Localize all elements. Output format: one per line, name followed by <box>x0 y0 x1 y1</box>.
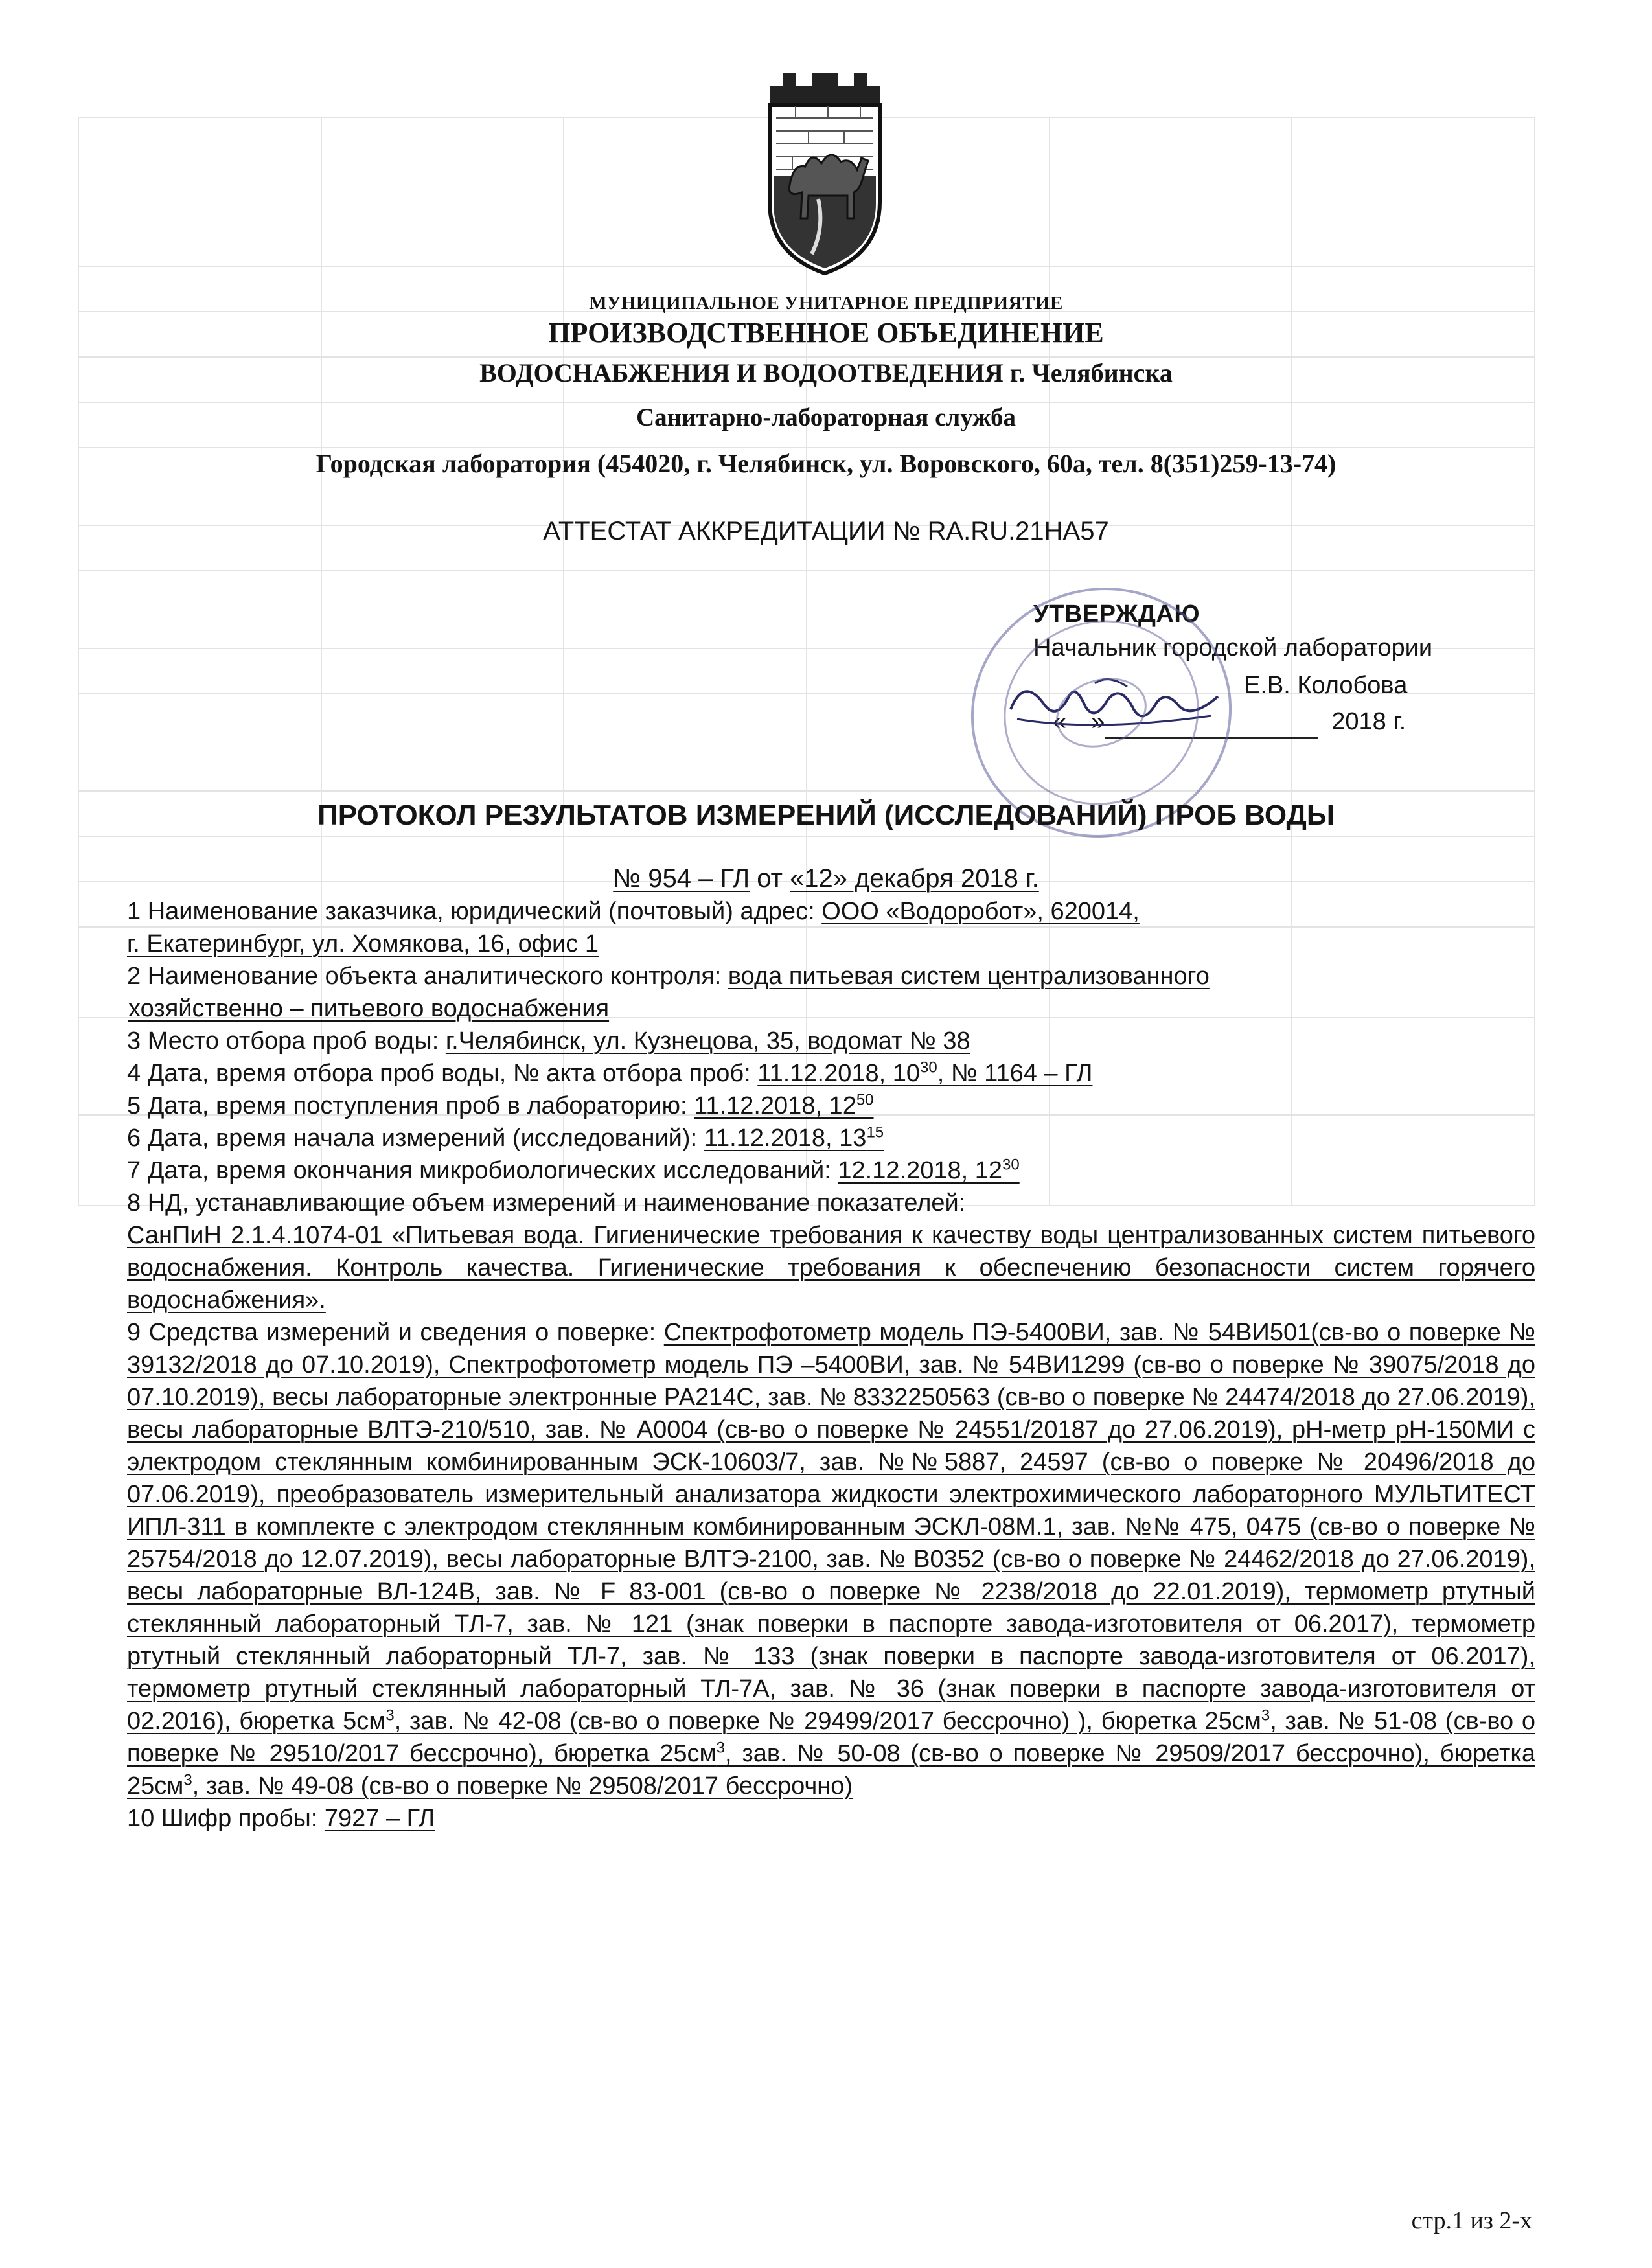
protocol-number-line <box>0 864 1652 893</box>
coat-of-arms-emblem <box>744 60 906 280</box>
item-10 <box>127 1802 1535 1835</box>
item-9-instruments-part1: Спектрофотометр модель ПЭ-5400ВИ, зав. № 54ВИ501(св-во о поверке № 39132/2018 до 07.10.2019), Спектрофотометр модель ПЭ –5400ВИ, зав. № 54ВИ1299 (св-во о поверке № 39075/2018 до 07.10.2019), весы лабораторные электронные РА214С, зав. № 8332250563 (св-во о поверке № 24474/2018 до 27.06.2019), весы лабораторные ВЛТЭ-210/510, зав. № А0004 (св-во о поверке № 24551/20187 до 27.06.2019), pH-метр pH-150МИ с электродом стеклянным комбинированным ЭСК-10603/7, зав. №№5887, 24597 (св-во о поверке № 20496/2018 до 07.06.2019), преобразователь измерительный анализатора жидкости электрохимического лабораторного МУЛЬТИТЕСТ ИПЛ-311 в комплекте с электродом стеклянным комбинированным ЭСКЛ-08М.1, зав. №№ 475, 0475 (св-во о поверке № 25754/2018 до 12.07.2019), весы лабораторные ВЛТЭ-2100, зав. № В0352 (св-во о поверке № 24462/2018 до 27.06.2019), весы лабораторные ВЛ-124В, зав. № F 83-001 (св-во о поверке № 2238/2018 до 22.01.2019), термометр ртутный стеклянный лабораторный ТЛ-7, зав. № 121 (знак поверки в паспорте завода-изготовителя от 06.2017), термометр ртутный стеклянный лабораторный ТЛ-7, зав. № 133 (знак поверки в паспорте завода-изготовителя от 06.2017), термометр ртутный стеклянный лабораторный ТЛ-7А, зав. № 36 (знак поверки в паспорте завода-изготовителя от 02.2016), бюретка 5см <box>127 1319 1536 1735</box>
organization-name-line2: ВОДОСНАБЖЕНИЯ И ВОДООТВЕДЕНИЯ г. Челябинска <box>479 358 1173 387</box>
cube-sup-2: 3 <box>1261 1706 1270 1724</box>
item-2-value-a: вода питьевая систем централизованного <box>728 963 1210 990</box>
item-1-cont <box>127 928 1535 960</box>
item-7-label: 7 Дата, время окончания микробиологических исследований: <box>127 1157 838 1184</box>
item-9-instruments-part2: , зав. № 42-08 (св-во о поверке № 29499/2017 бессрочно) ), бюретка 25см <box>394 1708 1261 1735</box>
item-8: 8 НД, устанавливающие объем измерений и наименование показателей: <box>127 1189 966 1217</box>
item-2-cont <box>127 992 1535 1025</box>
item-4-time-sup: 30 <box>920 1059 937 1077</box>
item-1-value-a: ООО «Водоробот», 620014, <box>821 898 1140 925</box>
item-9-instruments-part5: , зав. № 49-08 (св-во о поверке № 29508/2017 бессрочно) <box>192 1772 853 1800</box>
item-5-time-sup: 50 <box>856 1091 874 1109</box>
protocol-from: от <box>757 864 783 893</box>
item-4-act: , № 1164 – ГЛ <box>937 1060 1093 1087</box>
approval-date-year: 2018 г. <box>1331 708 1406 735</box>
item-10-value: 7927 – ГЛ <box>324 1805 435 1832</box>
item-4-label: 4 Дата, время отбора проб воды, № акта отбора проб: <box>127 1060 758 1087</box>
municipal-enterprise-label: МУНИЦИПАЛЬНОЕ УНИТАРНОЕ ПРЕДПРИЯТИЕ <box>589 293 1063 314</box>
item-8-norm-doc: СанПиН 2.1.4.1074-01 «Питьевая вода. Гигиенические требования к качеству воды централизованных систем питьевого водоснабжения. Контроль качества. Гигиенические требования к обеспечению безопасности систем горячего водоснабжения». <box>127 1222 1535 1314</box>
item-2-label: 2 Наименование объекта аналитического контроля: <box>127 963 728 990</box>
item-6-label: 6 Дата, время начала измерений (исследований): <box>127 1125 704 1152</box>
approver-name: Е.В. Колобова <box>1244 672 1408 699</box>
item-9-instruments-part3: , зав. № 51-08 (св-во о поверке № 29510/2017 бессрочно), бюретка 25см <box>127 1708 1535 1767</box>
laboratory-address: Городская лаборатория (454020, г. Челябинск, ул. Воровского, 60а, тел. 8(351)259-13-74) <box>315 449 1337 478</box>
item-5-label: 5 Дата, время поступления проб в лабораторию: <box>127 1092 694 1119</box>
protocol-details <box>127 895 1535 1835</box>
organization-name-line1: ПРОИЗВОДСТВЕННОЕ ОБЪЕДИНЕНИЕ <box>548 317 1104 349</box>
item-5 <box>127 1090 1535 1122</box>
approval-date-close-quote: » <box>1091 708 1105 735</box>
item-2-value-b: хозяйственно – питьевого водоснабжения <box>128 995 610 1022</box>
cube-sup-3: 3 <box>716 1739 725 1757</box>
item-1 <box>127 895 1535 928</box>
item-1-label: 1 Наименование заказчика, юридический (почтовый) адрес: <box>127 898 822 925</box>
service-name: Санитарно-лабораторная служба <box>636 404 1016 431</box>
item-2 <box>127 960 1535 992</box>
approval-position: Начальник городской лаборатории <box>1033 634 1433 661</box>
approval-title: УТВЕРЖДАЮ <box>1033 601 1200 628</box>
item-3-label: 3 Место отбора проб воды: <box>127 1027 446 1055</box>
cube-sup-4: 3 <box>183 1771 192 1789</box>
item-9-label: 9 Средства измерений и сведения о поверке: <box>127 1319 664 1346</box>
item-9-instruments-part4: , зав. № 50-08 (св-во о поверке № 29509/2017 бессрочно), бюретка 25см <box>127 1740 1536 1800</box>
approval-date-open-quote: « <box>1053 708 1067 735</box>
item-1-value-b: г. Екатеринбург, ул. Хомякова, 16, офис 1 <box>127 930 599 957</box>
item-6 <box>127 1122 1535 1154</box>
accreditation-number: АТТЕСТАТ АККРЕДИТАЦИИ № RA.RU.21НА57 <box>543 517 1109 545</box>
item-7-time-sup: 30 <box>1002 1156 1020 1174</box>
page-number: стр.1 из 2-х <box>1411 2207 1532 2234</box>
item-8-value <box>127 1219 1535 1316</box>
item-3 <box>127 1025 1535 1057</box>
item-7 <box>127 1154 1535 1187</box>
protocol-date: «12» декабря 2018 г. <box>790 864 1039 893</box>
item-3-value: г.Челябинск, ул. Кузнецова, 35, водомат № 38 <box>445 1027 970 1055</box>
item-5-value: 11.12.2018, 12 <box>694 1092 856 1119</box>
cube-sup-1: 3 <box>385 1706 395 1724</box>
item-9 <box>127 1316 1535 1802</box>
item-7-value: 12.12.2018, 12 <box>838 1157 1002 1184</box>
item-10-label: 10 Шифр пробы: <box>127 1805 325 1832</box>
protocol-title: ПРОТОКОЛ РЕЗУЛЬТАТОВ ИЗМЕРЕНИЙ (ИССЛЕДОВАНИЙ) ПРОБ ВОДЫ <box>317 799 1335 831</box>
protocol-number: № 954 – ГЛ <box>613 864 750 893</box>
item-4-value: 11.12.2018, 10 <box>757 1060 920 1087</box>
item-4 <box>127 1057 1535 1090</box>
item-6-time-sup: 15 <box>866 1123 884 1141</box>
item-6-value: 11.12.2018, 13 <box>704 1125 867 1152</box>
